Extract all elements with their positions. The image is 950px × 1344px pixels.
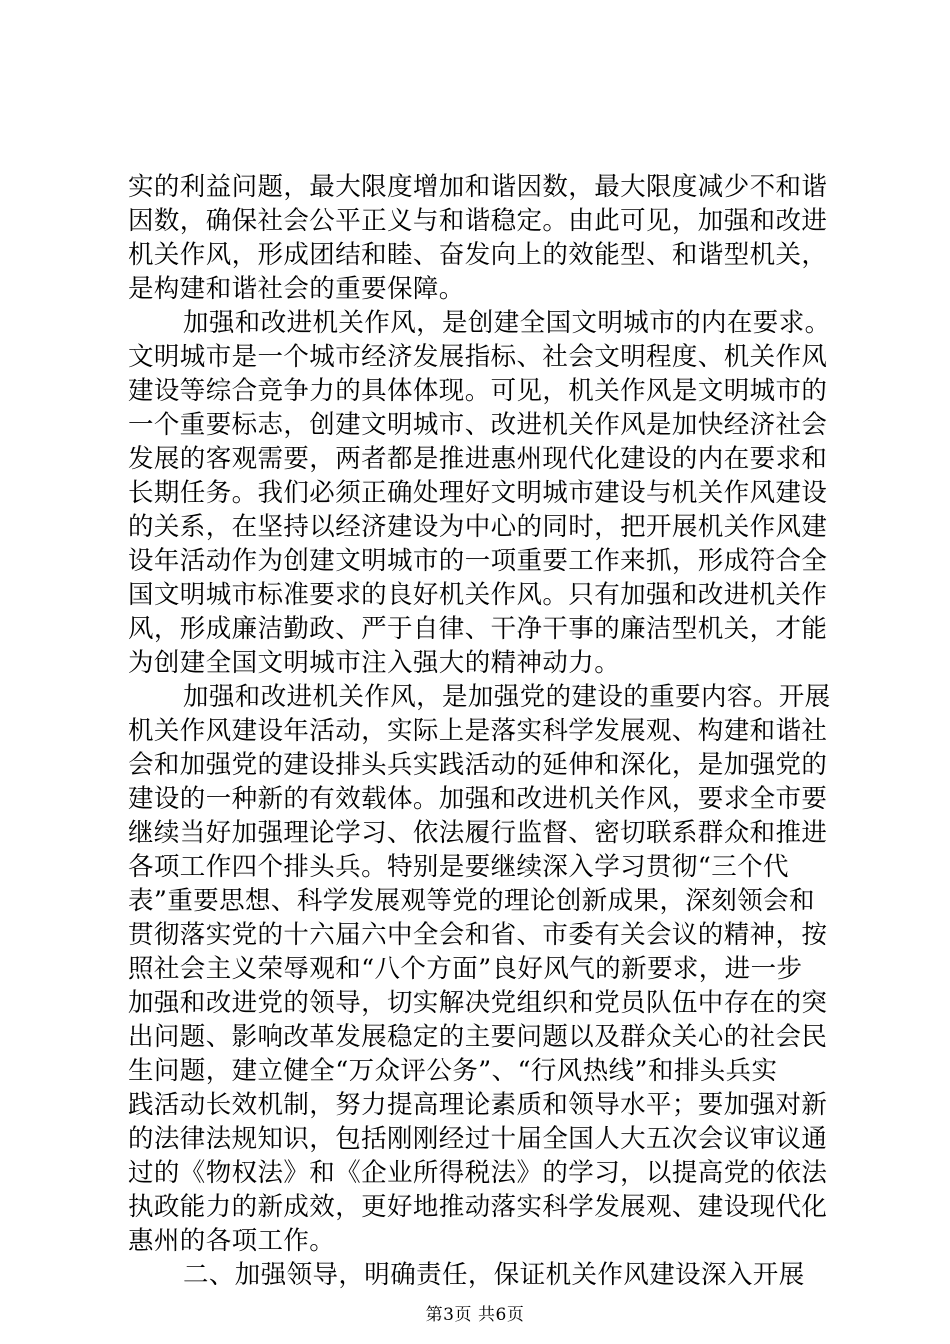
text-line: 执政能力的新成效，更好地推动落实科学发展观、建设现代化 <box>128 1192 828 1222</box>
text-line: 生问题，建立健全“万众评公务”、“行风热线”和排头兵实 <box>128 1056 778 1086</box>
text-line: 机关作风建设年活动，实际上是落实科学发展观、构建和谐社 <box>128 716 828 746</box>
text-line: 发展的客观需要，两者都是推进惠州现代化建设的内在要求和 <box>128 444 828 474</box>
text-line: 国文明城市标准要求的良好机关作风。只有加强和改进机关作 <box>128 580 828 610</box>
section-heading: 二、加强领导，明确责任，保证机关作风建设深入开展 <box>183 1260 805 1290</box>
text-line: 的关系，在坚持以经济建设为中心的同时，把开展机关作风建 <box>128 512 828 542</box>
text-line: 实的利益问题，最大限度增加和谐因数，最大限度减少不和谐 <box>128 172 828 202</box>
text-line: 出问题、影响改革发展稳定的主要问题以及群众关心的社会民 <box>128 1022 828 1052</box>
text-line: 各项工作四个排头兵。特别是要继续深入学习贯彻“三个代 <box>128 852 789 882</box>
text-line: 过的《物权法》和《企业所得税法》的学习，以提高党的依法 <box>128 1158 828 1188</box>
text-line: 贯彻落实党的十六届六中全会和省、市委有关会议的精神，按 <box>128 920 828 950</box>
text-line: 建设的一种新的有效载体。加强和改进机关作风，要求全市要 <box>128 784 828 814</box>
text-line: 践活动长效机制，努力提高理论素质和领导水平；要加强对新 <box>128 1090 828 1120</box>
page-footer <box>0 1304 950 1326</box>
text-line: 设年活动作为创建文明城市的一项重要工作来抓，形成符合全 <box>128 546 828 576</box>
text-line: 是构建和谐社会的重要保障。 <box>128 274 465 304</box>
text-line: 的法律法规知识，包括刚刚经过十届全国人大五次会议审议通 <box>128 1124 828 1154</box>
paragraph-first-line: 加强和改进机关作风，是创建全国文明城市的内在要求。 <box>183 308 831 338</box>
text-line: 继续当好加强理论学习、依法履行监督、密切联系群众和推进 <box>128 818 828 848</box>
text-line: 为创建全国文明城市注入强大的精神动力。 <box>128 648 621 678</box>
text-line: 因数，确保社会公平正义与和谐稳定。由此可见，加强和改进 <box>128 206 828 236</box>
page-total: 共6页 <box>478 1305 525 1325</box>
text-line: 加强和改进党的领导，切实解决党组织和党员队伍中存在的突 <box>128 988 828 1018</box>
text-line: 长期任务。我们必须正确处理好文明城市建设与机关作风建设 <box>128 478 828 508</box>
text-line: 照社会主义荣辱观和“八个方面”良好风气的新要求，进一步 <box>128 954 803 984</box>
text-line: 建设等综合竞争力的具体体现。可见，机关作风是文明城市的 <box>128 376 828 406</box>
text-line: 会和加强党的建设排头兵实践活动的延伸和深化，是加强党的 <box>128 750 828 780</box>
text-line: 表”重要思想、科学发展观等党的理论创新成果，深刻领会和 <box>128 886 815 916</box>
text-line: 一个重要标志，创建文明城市、改进机关作风是加快经济社会 <box>128 410 828 440</box>
text-line: 惠州的各项工作。 <box>128 1226 336 1256</box>
text-line: 风，形成廉洁勤政、严于自律、干净干事的廉洁型机关，才能 <box>128 614 828 644</box>
text-line: 机关作风，形成团结和睦、奋发向上的效能型、和谐型机关， <box>128 240 828 270</box>
page-number: 第3页 <box>425 1305 472 1325</box>
paragraph-first-line: 加强和改进机关作风，是加强党的建设的重要内容。开展 <box>183 682 831 712</box>
text-line: 文明城市是一个城市经济发展指标、社会文明程度、机关作风 <box>128 342 828 372</box>
